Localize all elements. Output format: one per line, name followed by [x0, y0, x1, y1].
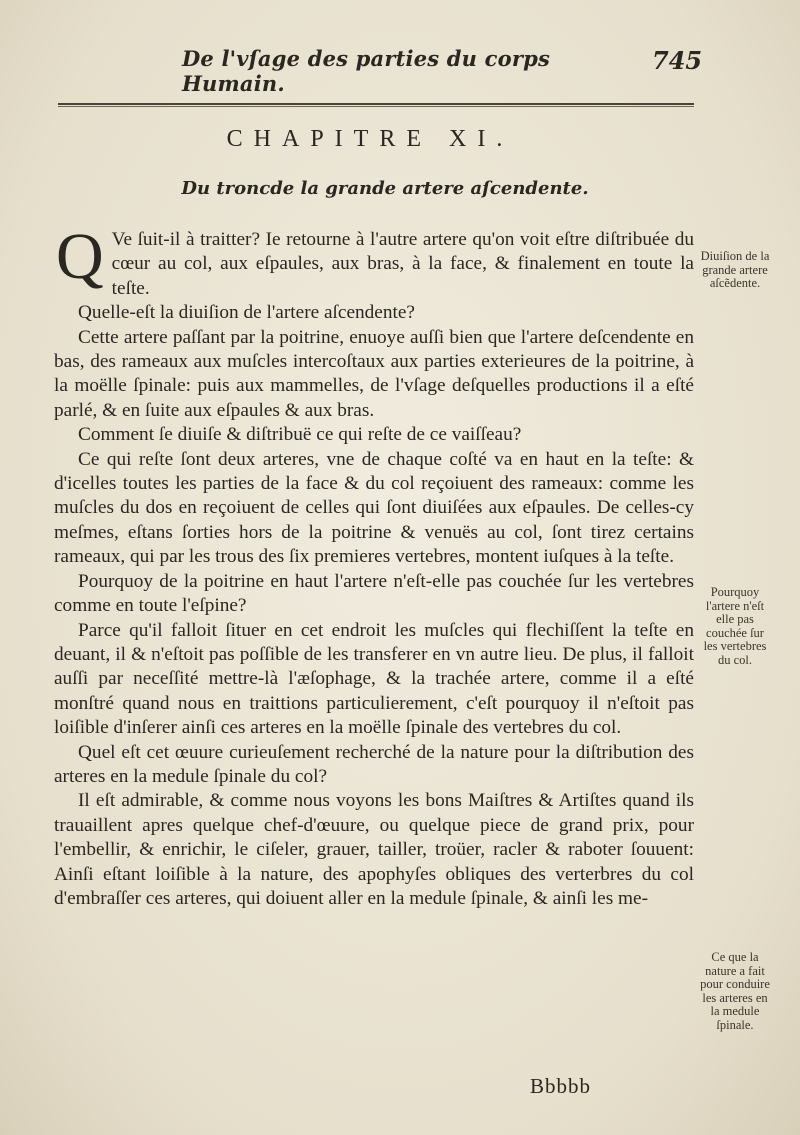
chapter-title: CHAPITRE XI.: [226, 126, 514, 152]
header-rule: [58, 103, 694, 107]
paragraph: Ve ſuit-il à traitter? Ie retourne à l'autre artere qu'on voit eſtre diſtribuée du cœur au col, aux eſpaules, aux bras, à la face, & finalement en toute la teſte.: [111, 229, 694, 299]
margin-note: Pourquoy l'artere n'eſt elle pas couchée ſur les vertebres du col.: [703, 585, 767, 667]
main-text: [54, 220, 694, 911]
paragraph: Cette artere paſſant par la poitrine, enuoye auſſi bien que l'artere deſcendente en bas, des rameaux aux muſcles intercoſtaux aux parties exterieures de la poitrine, à la moëlle ſpinale: puis aux mammelles, de l'vſage deſquelles productions il a eſté parlé, & en ſuite aux eſpaules & aux bras.: [54, 326, 694, 421]
paragraph: Il eſt admirable, & comme nous voyons les bons Maiſtres & Artiſtes quand ils trauaillent apres quelque chef-d'œuure, ou quelque piece de grand prix, pour l'embellir, & enrichir, le ciſeler, grauer, tailler, troüer, racler & raboter ſouuent: Ainſi eſtant loiſible à la nature, des apophyſes obliques des verterbres du col d'embraſſer ces arteres, qui doiuent aller en la medule ſpinale, & ainſi les me-: [54, 790, 694, 909]
margin-note: Ce que la nature a fait pour conduire les arteres en la medule ſpinale.: [700, 950, 770, 1032]
chapter-subtitle: Du troncde la grande artere aſcendente.: [181, 178, 589, 199]
paragraph: Ce qui reſte ſont deux arteres, vne de chaque coſté va en haut en la teſte: & d'icelles toutes les parties de la face & du col reçoiuent des rameaux: comme les muſcles du dos en reçoiuent de celles qui ſont diuiſées aux eſpaules. De celles-cy meſmes, eſtans ſorties hors de la poitrine & venuës au col, ſont tirez certains rameaux, qui par les trous des ſix premieres vertebres, montent iuſques à la teſte.: [54, 448, 694, 568]
page-number: 745: [652, 46, 703, 75]
signature-mark: Bbbbb: [530, 1074, 592, 1098]
paragraph: Pourquoy de la poitrine en haut l'artere n'eſt-elle pas couchée ſur les vertebres comme en toute l'eſpine?: [54, 570, 694, 617]
margin-note: Diuiſion de la grande artere aſcẽdente.: [700, 249, 770, 290]
paragraph: Parce qu'il falloit ſituer en cet endroit les muſcles qui flechiſſent la teſte en deuant, il & n'eſtoit pas poſſible de les transferer en vn autre lieu. De plus, il falloit auſſi par neceſſité mettre-là l'æſophage, & la trachée artere, comme il a eſté monſtré quand nous en traittions particulierement, c'eſt pourquoy il n'eſtoit pas loiſible d'inſerer ainſi ces arteres en la moëlle ſpinale des vertebres du col.: [54, 619, 694, 739]
running-title: De l'vſage des parties du corps Humain.: [182, 46, 551, 96]
paragraph: Comment ſe diuiſe & diſtribuë ce qui reſte de ce vaiſſeau?: [78, 424, 522, 446]
paragraph: Quel eſt cet œuure curieuſement recherché de la nature pour la diſtribution des arteres en la medule ſpinale du col?: [54, 741, 694, 787]
paragraph: Quelle-eſt la diuiſion de l'artere aſcendente?: [78, 302, 415, 324]
drop-cap: Q: [56, 220, 104, 293]
